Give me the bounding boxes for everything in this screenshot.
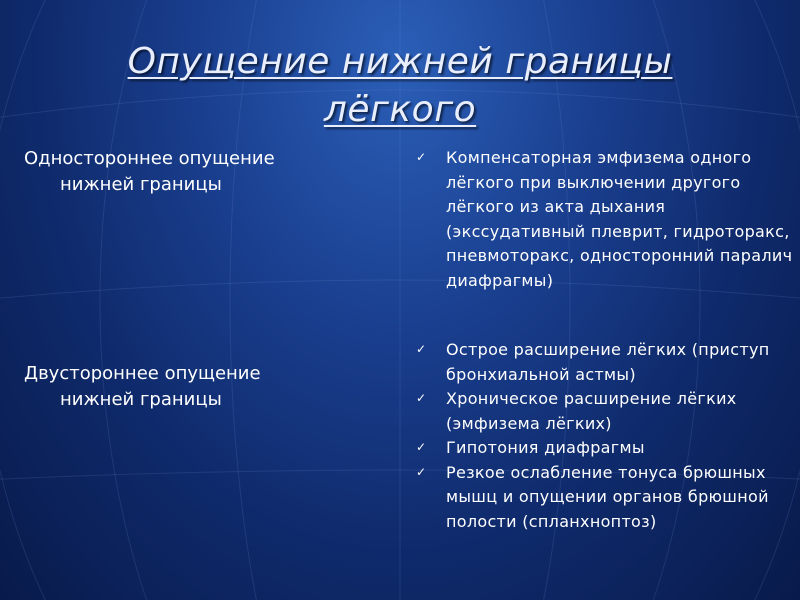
bullet-list-bilateral	[412, 338, 797, 534]
title-line-2: лёгкого	[323, 89, 477, 130]
checkmark-icon: ✓	[416, 440, 427, 454]
bullet-list-unilateral	[412, 146, 797, 293]
left-item-bilateral	[24, 361, 354, 413]
left-item-line-1: Одностороннее опущение	[24, 148, 275, 169]
checkmark-icon: ✓	[416, 464, 427, 479]
title-line-1: Опущение нижней границы	[127, 41, 673, 82]
checkmark-icon: ✓	[416, 150, 427, 164]
list-item-text: Хроническое расширение лёгких (эмфизема лёгких)	[446, 389, 737, 433]
list-item	[412, 338, 797, 387]
checkmark-icon: ✓	[416, 342, 427, 356]
list-item	[412, 461, 797, 535]
list-item	[412, 387, 797, 436]
left-item-line-1: Двустороннее опущение	[24, 363, 261, 384]
list-item-text: Компенсаторная эмфизема одного лёгкого при выключении другого лёгкого из акта дыхания (экссудативный плеврит, гидроторакс, пневмоторакс, односторонний паралич диафрагмы)	[446, 148, 793, 290]
checkmark-icon: ✓	[416, 391, 427, 405]
list-item	[412, 436, 797, 461]
slide-title	[60, 38, 740, 134]
left-item-line-2: нижней границы	[60, 174, 222, 195]
list-item-text: Острое расширение лёгких (приступ бронхиальной астмы)	[446, 340, 770, 384]
list-item-text: Резкое ослабление тонуса брюшных мышц и опущении органов брюшной полости (спланхноптоз)	[446, 462, 769, 531]
left-item-unilateral	[24, 146, 354, 198]
list-item-text: Гипотония диафрагмы	[446, 438, 645, 457]
left-item-line-2: нижней границы	[60, 389, 222, 410]
list-item	[412, 146, 797, 293]
